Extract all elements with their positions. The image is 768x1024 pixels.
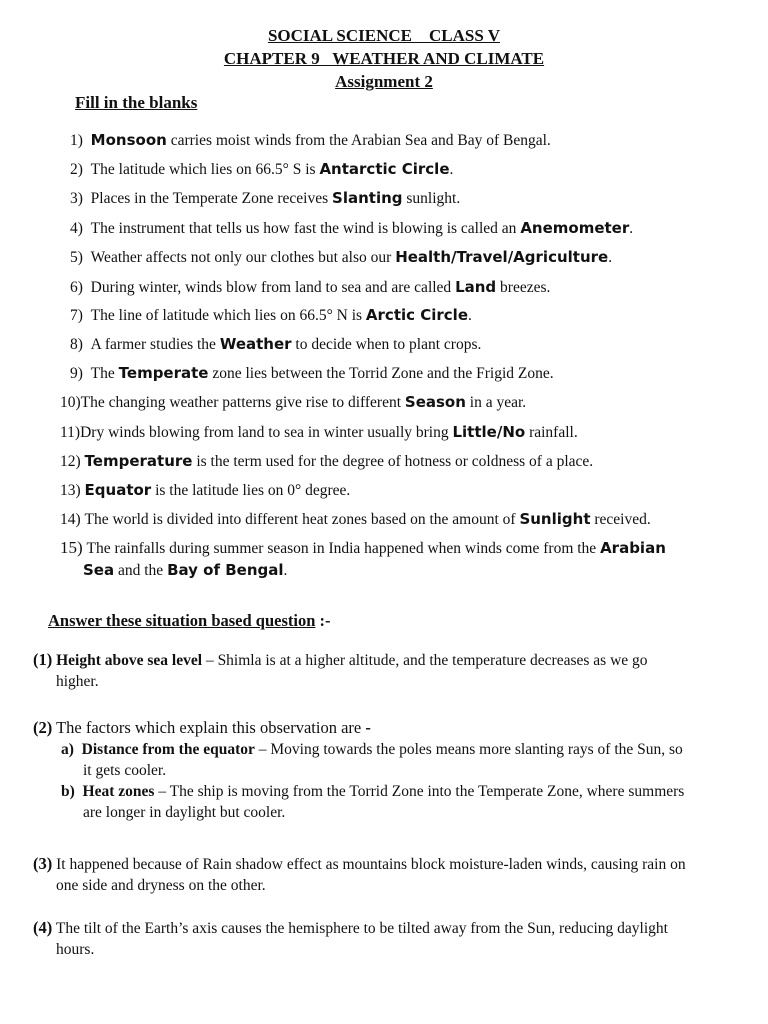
blank-item-answer: Season — [404, 393, 466, 411]
blank-item-answer: Equator — [84, 481, 152, 499]
answer-3-text: It happened because of Rain shadow effect as mountains block moisture-laden winds, causing rain on — [56, 856, 686, 873]
blank-item-answer: Weather — [219, 335, 292, 353]
blank-item-text-after: carries moist winds from the Arabian Sea and Bay of Bengal. — [166, 132, 551, 149]
blank-item-15-text-mid: and the — [114, 562, 168, 579]
blank-item-answer: Temperature — [84, 452, 193, 470]
answer-1 — [33, 649, 753, 672]
blank-item-answer: Arctic Circle — [365, 306, 468, 324]
answer-2a-keyword: Distance from the equator — [81, 741, 255, 758]
blank-item — [60, 538, 666, 558]
answer-4-line2: hours. — [56, 941, 95, 958]
blank-item — [70, 278, 550, 297]
blank-item — [60, 510, 651, 529]
blank-item-number: 14) — [60, 511, 81, 528]
subject-class-text: SOCIAL SCIENCE CLASS V — [267, 26, 501, 45]
answer-2-text: The factors which explain this observation are — [56, 718, 366, 737]
blank-item-answer: Antarctic Circle — [319, 160, 450, 178]
blank-item — [60, 452, 593, 471]
blank-item-text-after: rainfall. — [525, 424, 578, 441]
situation-title-suffix: :- — [315, 611, 331, 630]
blank-item-text-after: . — [449, 161, 454, 178]
answer-4-text: The tilt of the Earth’s axis causes the hemisphere to be tilted away from the Sun, reducing daylight — [55, 920, 668, 937]
assignment-text: Assignment 2 — [335, 72, 433, 91]
blank-item-answer: Health/Travel/Agriculture — [395, 248, 609, 266]
blank-item-number: 7) — [70, 307, 83, 324]
blank-item-text-after: . — [629, 220, 634, 237]
blank-item — [70, 306, 472, 325]
blank-item-text-after: is the term used for the degree of hotness or coldness of a place. — [192, 453, 594, 470]
blank-item-text-after: . — [608, 249, 613, 266]
blank-item-number: 6) — [70, 279, 83, 296]
subject-class-heading — [0, 26, 768, 46]
blank-item — [70, 189, 460, 208]
answer-1-number: (1) — [33, 650, 53, 669]
blank-item — [60, 393, 526, 412]
answer-4-number: (4) — [33, 918, 53, 937]
answer-1-line2: higher. — [56, 673, 99, 690]
blank-item-text-before: The — [90, 365, 119, 382]
blank-item-text-before: The line of latitude which lies on 66.5° N is — [90, 307, 366, 324]
blank-item-text-before: Weather affects not only our clothes but also our — [90, 249, 396, 266]
blank-item-number: 8) — [70, 336, 83, 353]
blank-item-number: 15) — [60, 538, 83, 557]
blank-item-number: 5) — [70, 249, 83, 266]
answer-1-text: – Shimla is at a higher altitude, and the temperature decreases as we go — [202, 652, 648, 669]
blank-item-answer: Anemometer — [520, 219, 630, 237]
blank-item-text-before: Places in the Temperate Zone receives — [90, 190, 333, 207]
answer-2b-text: – The ship is moving from the Torrid Zone into the Temperate Zone, where summers — [154, 783, 685, 800]
blank-item-text-after: zone lies between the Torrid Zone and the Frigid Zone. — [208, 365, 554, 382]
answer-2a-label: a) — [61, 741, 74, 758]
blank-item-text-before: During winter, winds blow from land to sea and are called — [90, 279, 456, 296]
situation-title — [48, 611, 331, 631]
blank-item-answer: Temperate — [118, 364, 209, 382]
blank-item-text-before: The rainfalls during summer season in India happened when winds come from the — [86, 540, 601, 557]
blank-item — [70, 248, 612, 267]
answer-2a-line2: it gets cooler. — [83, 762, 167, 779]
blank-item-15-answer-bay: Bay of Bengal — [167, 561, 284, 579]
blank-item-number: 9) — [70, 365, 83, 382]
answer-2-dash: - — [365, 718, 371, 737]
blank-item-answer: Sunlight — [519, 510, 591, 528]
blank-item-text-before: The instrument that tells us how fast the wind is blowing is called an — [90, 220, 521, 237]
blank-item — [70, 335, 481, 354]
blank-item — [70, 219, 633, 238]
blank-item-text-before: The world is divided into different heat zones based on the amount of — [84, 511, 520, 528]
blank-item-15-text-end: . — [283, 562, 288, 579]
answer-3 — [33, 853, 758, 876]
answer-2b-keyword: Heat zones — [82, 783, 155, 800]
blank-item-number: 2) — [70, 161, 83, 178]
blank-item-text-after: breezes. — [496, 279, 551, 296]
blank-item-text-before: The latitude which lies on 66.5° S is — [90, 161, 320, 178]
blank-item-answer: Little/No — [452, 423, 526, 441]
chapter-text: CHAPTER 9 WEATHER AND CLIMATE — [223, 49, 545, 68]
fill-blanks-title: Fill in the blanks — [75, 93, 198, 112]
blank-item — [60, 481, 350, 500]
assignment-heading — [0, 72, 768, 92]
blank-item-answer: Slanting — [332, 189, 403, 207]
blank-item-answer: Land — [455, 278, 497, 296]
blank-item — [70, 131, 551, 150]
blank-item-number: 11) — [60, 424, 81, 441]
answer-2b — [61, 781, 761, 803]
blank-item-number: 1) — [70, 132, 83, 149]
blank-item-text-after: sunlight. — [402, 190, 461, 207]
answer-3-number: (3) — [33, 854, 53, 873]
blank-item — [70, 364, 554, 383]
answer-2a-text: – Moving towards the poles means more slanting rays of the Sun, so — [254, 741, 683, 758]
blank-item-text-before: A farmer studies the — [90, 336, 220, 353]
blank-item-number: 12) — [60, 453, 81, 470]
answer-1-keyword: Height above sea level — [56, 652, 203, 669]
blank-item-answer: Arabian — [600, 539, 666, 557]
answer-2a — [61, 739, 761, 761]
answer-2 — [33, 717, 371, 739]
blank-item-text-after: to decide when to plant crops. — [291, 336, 482, 353]
blank-item-text-after: received. — [590, 511, 651, 528]
blank-item-text-before: The changing weather patterns give rise to different — [80, 394, 405, 411]
blank-item-number: 13) — [60, 482, 81, 499]
blank-item-15-answer-sea: Sea — [83, 561, 115, 579]
blank-item-text-after: is the latitude lies on 0° degree. — [151, 482, 351, 499]
blank-item-number: 10) — [60, 394, 81, 411]
blank-item-number: 4) — [70, 220, 83, 237]
answer-3-line2: one side and dryness on the other. — [56, 877, 266, 894]
answer-2b-label: b) — [61, 783, 75, 800]
blank-item-15-line2 — [83, 561, 287, 580]
chapter-heading — [0, 49, 768, 69]
blank-item — [70, 160, 453, 179]
answer-4 — [33, 917, 758, 940]
blank-item-answer: Monsoon — [90, 131, 167, 149]
situation-title-text: Answer these situation based question — [48, 611, 316, 630]
answer-2b-line2: are longer in daylight but cooler. — [83, 804, 286, 821]
blank-item-text-after: in a year. — [465, 394, 527, 411]
blank-item-text-before: Dry winds blowing from land to sea in winter usually bring — [80, 424, 453, 441]
blank-item-number: 3) — [70, 190, 83, 207]
blank-item-text-after: . — [468, 307, 472, 324]
answer-2-number: (2) — [33, 718, 53, 737]
blank-item — [60, 423, 578, 442]
